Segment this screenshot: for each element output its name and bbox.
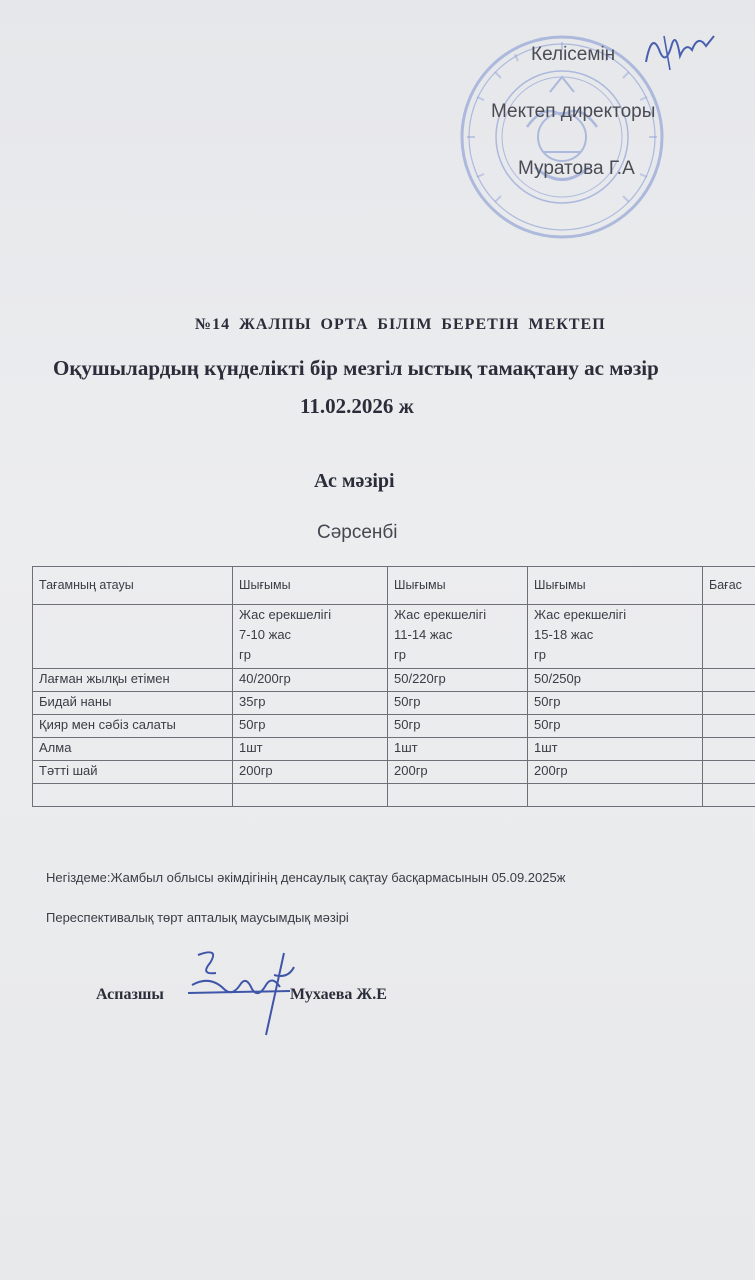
portion-7-10: 35гр — [233, 692, 388, 715]
age-unit: гр — [394, 647, 406, 662]
column-header: Шығымы — [233, 567, 388, 605]
age-range: 11-14 жас — [394, 627, 453, 642]
age-label: Жас ерекшелігі — [534, 607, 627, 622]
price-cell — [703, 761, 755, 784]
table-cell — [703, 605, 755, 669]
age-label: Жас ерекшелігі — [394, 607, 487, 622]
portion-7-10: 40/200гр — [233, 669, 388, 692]
table-row — [33, 738, 755, 761]
cook-role: Аспазшы — [96, 986, 164, 1003]
approval-position: Мектеп директоры — [491, 101, 656, 122]
table-row — [33, 761, 755, 784]
dish-name: Тәтті шай — [33, 761, 233, 784]
table-row-empty — [33, 784, 755, 807]
age-group-cell — [528, 605, 703, 669]
portion-11-14: 200гр — [388, 761, 528, 784]
portion-11-14: 1шт — [388, 738, 528, 761]
table-cell — [33, 784, 233, 807]
portion-7-10: 50гр — [233, 715, 388, 738]
price-cell — [703, 692, 755, 715]
age-group-row — [33, 605, 755, 669]
column-header: Бағас — [703, 567, 755, 605]
table-cell — [33, 605, 233, 669]
perspective-note: Переспективалық төрт апталық маусымдық мәзірі — [46, 910, 349, 925]
table-cell — [388, 784, 528, 807]
table-header-row — [33, 567, 755, 605]
portion-15-18: 50гр — [528, 715, 703, 738]
menu-title: Оқушылардың күнделікті бір мезгіл ыстық тамақтану ас мәзір — [53, 356, 659, 380]
weekday: Сәрсенбі — [317, 522, 398, 543]
portion-7-10: 200гр — [233, 761, 388, 784]
approval-name: Муратова Г.А — [518, 158, 635, 179]
price-cell — [703, 738, 755, 761]
column-header: Шығымы — [388, 567, 528, 605]
portion-15-18: 200гр — [528, 761, 703, 784]
table-row — [33, 715, 755, 738]
age-range: 15-18 жас — [534, 627, 594, 642]
approval-agree: Келісемін — [531, 44, 616, 65]
age-unit: гр — [239, 647, 251, 662]
price-cell — [703, 715, 755, 738]
table-row — [33, 669, 755, 692]
table-cell — [528, 784, 703, 807]
table-cell — [703, 784, 755, 807]
menu-table — [32, 566, 755, 807]
column-header: Тағамның атауы — [33, 567, 233, 605]
age-unit: гр — [534, 647, 546, 662]
age-label: Жас ерекшелігі — [239, 607, 332, 622]
school-heading: №14 ЖАЛПЫ ОРТА БІЛІМ БЕРЕТІН МЕКТЕП — [195, 316, 606, 333]
portion-7-10: 1шт — [233, 738, 388, 761]
table-row — [33, 692, 755, 715]
portion-11-14: 50гр — [388, 715, 528, 738]
cook-name: Мухаева Ж.Е — [290, 986, 387, 1003]
dish-name: Бидай наны — [33, 692, 233, 715]
table-cell — [233, 784, 388, 807]
portion-15-18: 50гр — [528, 692, 703, 715]
age-range: 7-10 жас — [239, 627, 292, 642]
dish-name: Алма — [33, 738, 233, 761]
basis-note: Негіздеме:Жамбыл облысы әкімдігінің денсаулық сақтау басқармасынын 05.09.2025ж — [46, 870, 566, 885]
age-group-cell — [233, 605, 388, 669]
portion-11-14: 50/220гр — [388, 669, 528, 692]
menu-date: 11.02.2026 ж — [300, 394, 414, 418]
dish-name: Лағман жылқы етімен — [33, 669, 233, 692]
price-cell — [703, 669, 755, 692]
dish-name: Қияр мен сәбіз салаты — [33, 715, 233, 738]
portion-11-14: 50гр — [388, 692, 528, 715]
portion-15-18: 1шт — [528, 738, 703, 761]
menu-label: Ас мәзірі — [314, 470, 395, 492]
portion-15-18: 50/250р — [528, 669, 703, 692]
director-signature — [640, 22, 720, 74]
age-group-cell — [388, 605, 528, 669]
column-header: Шығымы — [528, 567, 703, 605]
